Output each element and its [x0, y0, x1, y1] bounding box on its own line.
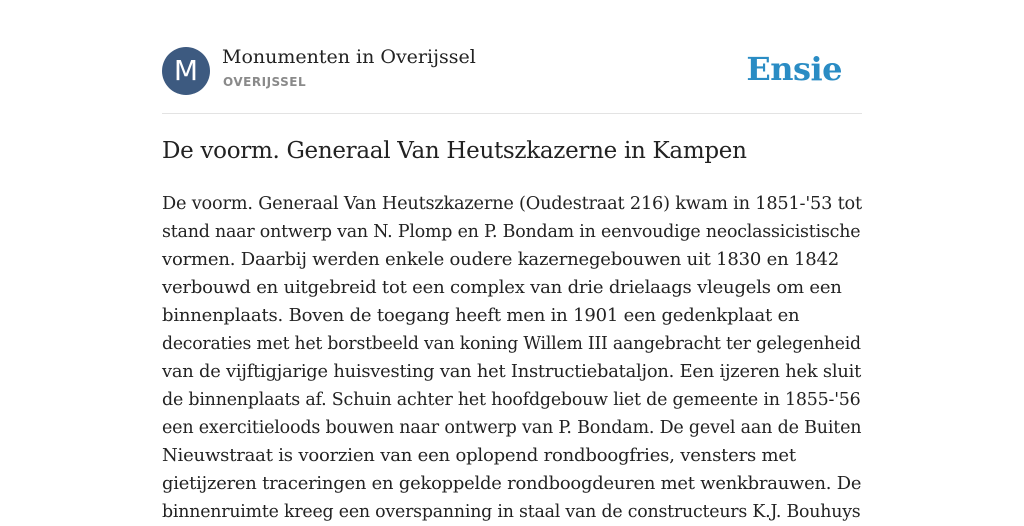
- page-container: [162, 0, 862, 522]
- article-title: De voorm. Generaal Van Heutszkazerne in Kampen: [162, 138, 747, 164]
- body-line: gietijzeren traceringen en gekoppelde rondboogdeuren met wenkbrauwen. De: [162, 473, 862, 494]
- header: [162, 0, 862, 114]
- body-line: vormen. Daarbij werden enkele oudere kazernegebouwen uit 1830 en 1842: [162, 249, 840, 270]
- body-line: een exercitieloods bouwen naar ontwerp van P. Bondam. De gevel aan de Buiten: [162, 418, 862, 438]
- avatar[interactable]: M: [162, 47, 210, 95]
- body-line: De voorm. Generaal Van Heutszkazerne (Oudestraat 216) kwam in 1851-'53 tot: [162, 194, 862, 214]
- source-title[interactable]: Monumenten in Overijssel: [222, 46, 476, 68]
- body-line: van de vijftigjarige huisvesting van het Instructiebataljon. Een ijzeren hek sluit: [162, 361, 862, 382]
- body-line: decoraties met het borstbeeld van koning Willem III aangebracht ter gelegenheid: [162, 334, 861, 354]
- body-line: stand naar ontwerp van N. Plomp en P. Bondam in eenvoudige neoclassicistische: [162, 222, 861, 242]
- article-body: [162, 190, 862, 526]
- ensie-logo[interactable]: Ensie: [746, 50, 842, 88]
- body-line: de binnenplaats af. Schuin achter het hoofdgebouw liet de gemeente in 1855-'56: [162, 390, 861, 410]
- body-line: verbouwd en uitgebreid tot een complex van drie drielaags vleugels om een: [162, 277, 842, 298]
- body-line: Nieuwstraat is voorzien van een oplopend rondboogfries, vensters met: [162, 445, 796, 466]
- body-line: binnenruimte kreeg een overspanning in staal van de constructeurs K.J. Bouhuys: [162, 502, 861, 522]
- source-subtitle[interactable]: OVERIJSSEL: [223, 75, 307, 89]
- body-line: binnenplaats. Boven de toegang heeft men in 1901 een gedenkplaat en: [162, 305, 800, 326]
